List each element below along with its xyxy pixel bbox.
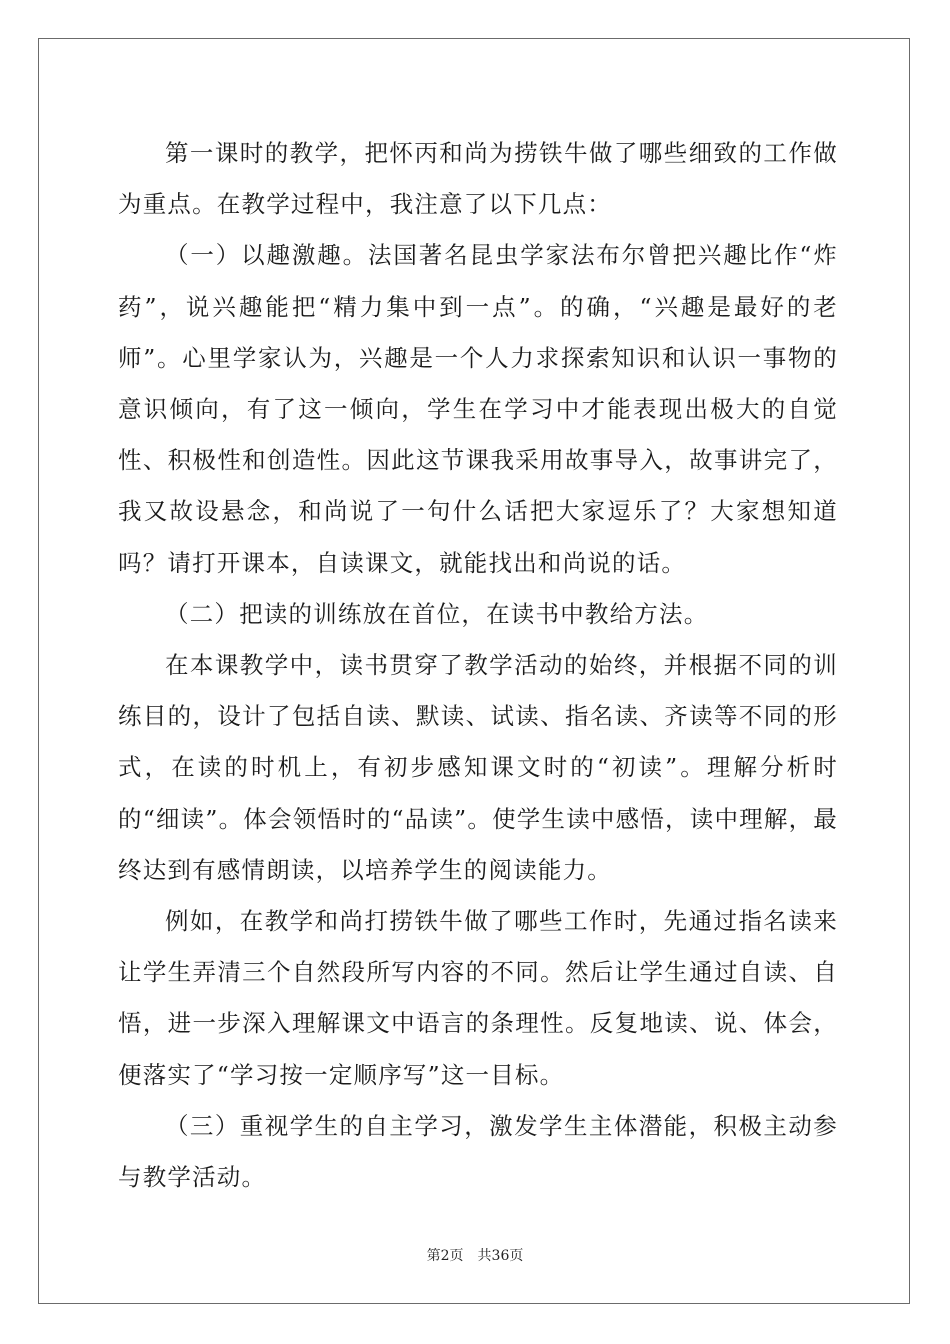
paragraph-3: （二）把读的训练放在首位，在读书中教给方法。 [165, 599, 709, 628]
page-number: 第2页 [426, 1248, 464, 1264]
page-total: 共36页 [477, 1248, 524, 1264]
document-body [118, 128, 838, 1203]
paragraph-1: 第一课时的教学，把怀丙和尚为捞铁牛做了哪些细致的工作做为重点。在教学过程中，我注意了以下几点： [118, 139, 838, 219]
paragraph-2: （一）以趣激趣。法国著名昆虫学家法布尔曾把兴趣比作“炸药”，说兴趣能把“精力集中到一点”。的确，“兴趣是最好的老师”。心里学家认为，兴趣是一个人力求探索知识和认识一事物的意识倾向，有了这一倾向，学生在学习中才能表现出极大的自觉性、积极性和创造性。因此这节课我采用故事导入，故事讲完了，我又故设悬念，和尚说了一句什么话把大家逗乐了？大家想知道吗？请打开课本，自读课文，就能找出和尚说的话。 [118, 241, 838, 577]
paragraph-6: （三）重视学生的自主学习，激发学生主体潜能，积极主动参与教学活动。 [118, 1111, 838, 1192]
paragraph-4: 在本课教学中，读书贯穿了教学活动的始终，并根据不同的训练目的，设计了包括自读、默读、试读、指名读、齐读等不同的形式，在读的时机上，有初步感知课文时的“初读”。理解分析时的“细读”。体会领悟时的“品读”。使学生读中感悟，读中理解，最终达到有感情朗读，以培养学生的阅读能力。 [118, 651, 838, 884]
page-footer [0, 1247, 950, 1265]
paragraph-5: 例如，在教学和尚打捞铁牛做了哪些工作时，先通过指名读来让学生弄清三个自然段所写内容的不同。然后让学生通过自读、自悟，进一步深入理解课文中语言的条理性。反复地读、说、体会，便落实了“学习按一定顺序写”这一目标。 [118, 907, 838, 1089]
